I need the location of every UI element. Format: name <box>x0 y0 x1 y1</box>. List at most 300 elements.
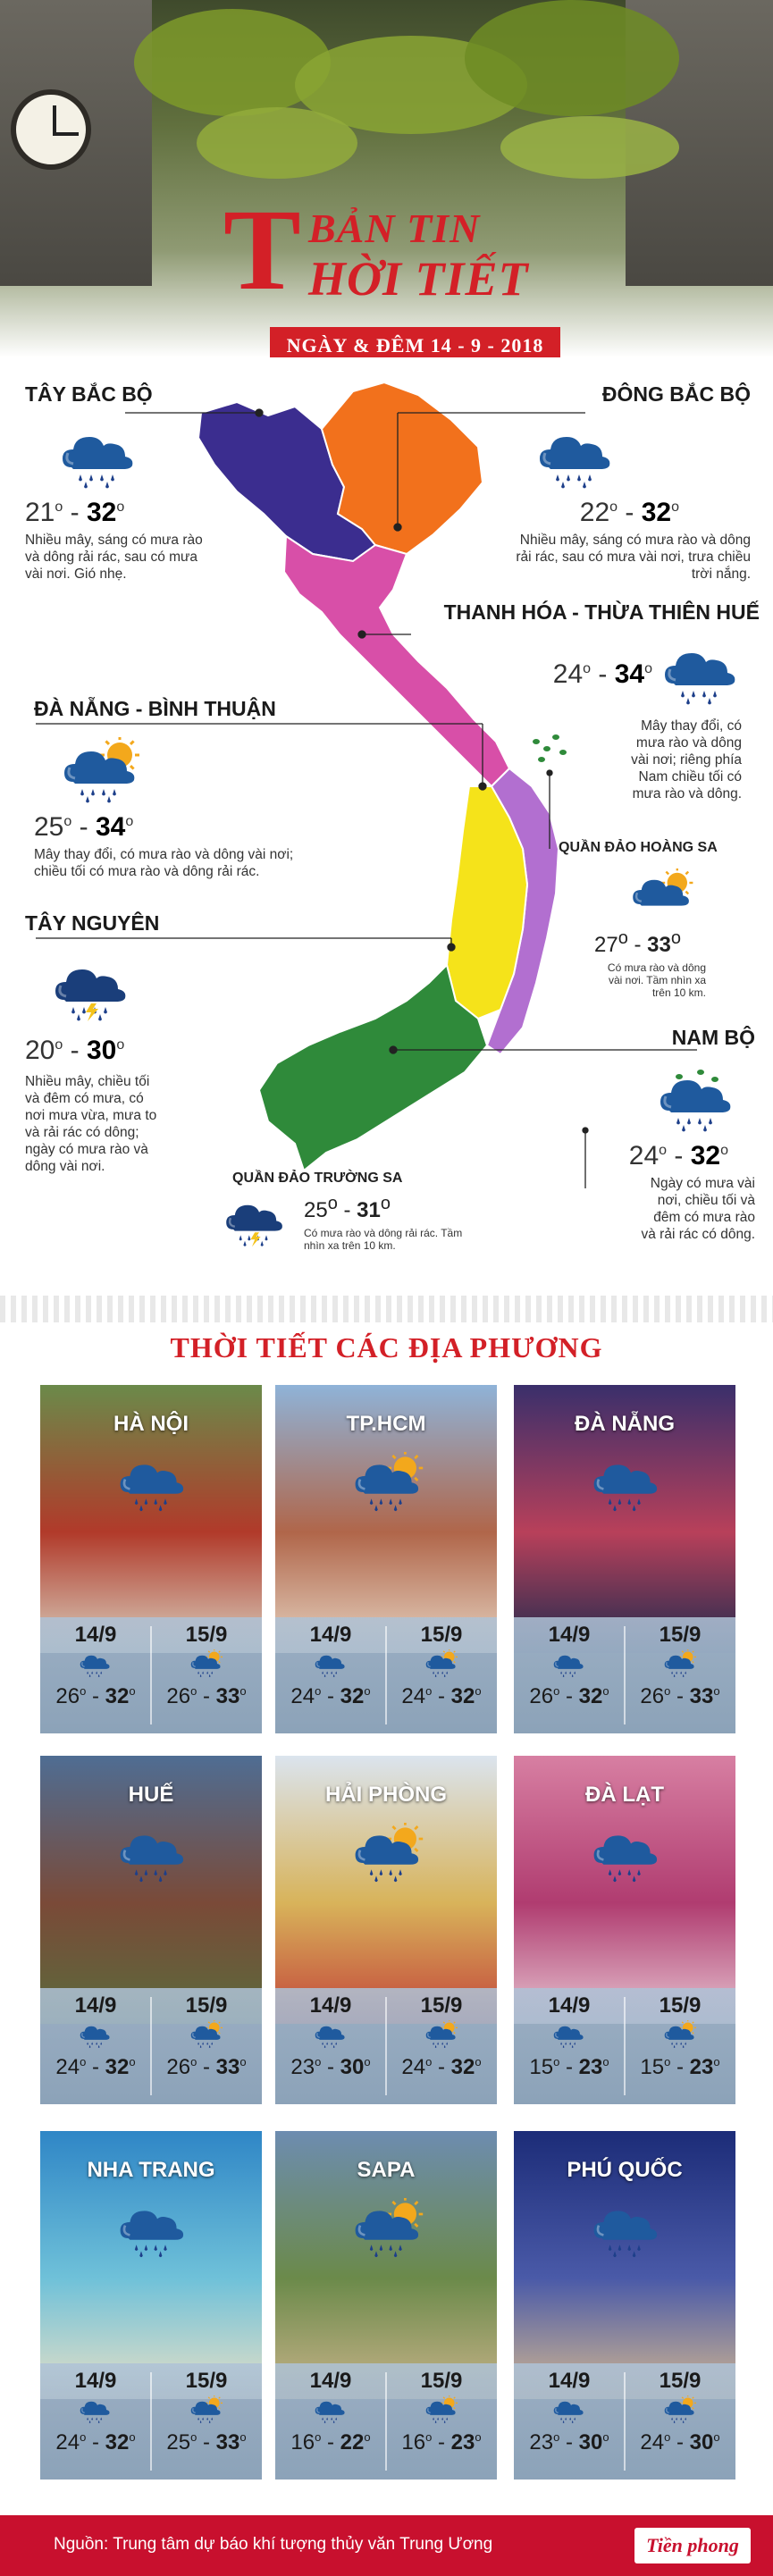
rain-drop <box>683 2045 685 2048</box>
rain-drop <box>239 1235 242 1240</box>
temp-low: 25 <box>34 812 64 842</box>
small-weather-icon <box>386 1649 497 1682</box>
temp-low: 24 <box>552 659 584 689</box>
day-temperature: 26$^o$ - 32$^o$ <box>55 1683 136 1708</box>
rain-drop <box>560 1671 562 1674</box>
desc-line: Mây thay đổi, có mưa rào và dông vài nơi; <box>34 847 294 862</box>
rain-drop <box>394 1505 398 1511</box>
small-weather-icon <box>40 2020 151 2053</box>
title-block <box>223 186 599 315</box>
sun-ray <box>392 2202 395 2204</box>
foliage <box>197 107 357 179</box>
rain-drop <box>77 1014 80 1021</box>
day-temperature: 24$^o$ - 32$^o$ <box>401 1683 482 1708</box>
rain-drop <box>333 1674 335 1677</box>
temp-high: 34 <box>614 659 645 689</box>
temp-high: 23 <box>450 2429 475 2454</box>
sun-ray <box>415 1849 417 1851</box>
rain-drop <box>588 474 592 482</box>
cloud-rain-icon <box>591 2198 663 2263</box>
region-temperature: 22$^o$ - 32$^o$ <box>579 498 679 527</box>
desc-line: Nhiều mây, chiều tối <box>25 1074 150 1089</box>
rain-drop <box>335 1671 337 1674</box>
rain-drop <box>211 2042 213 2044</box>
day-forecast <box>275 2369 386 2455</box>
rain-drop <box>87 1671 88 1674</box>
forecast-panel <box>275 1617 497 1733</box>
rain-drop <box>637 1869 641 1875</box>
rain-drop <box>435 2045 437 2048</box>
rain-drop <box>680 2042 682 2044</box>
day-temperature: 26$^o$ - 33$^o$ <box>640 1683 720 1708</box>
desc-line: Nhiều mây, sáng có mưa rào <box>25 533 203 548</box>
rain-drop <box>609 1498 612 1505</box>
small-weather-icon <box>151 2396 262 2429</box>
rain-drop <box>583 482 586 489</box>
temp-low: 24 <box>401 2054 426 2079</box>
rain-drop <box>159 1875 163 1882</box>
desc-line: Ngày có mưa vài <box>650 1176 755 1191</box>
sun-cloud-rain-icon <box>61 737 141 809</box>
rain-drop <box>556 474 559 482</box>
rain-drop <box>145 1498 148 1505</box>
day-date: 14/9 <box>548 1623 591 1647</box>
rain-drop <box>261 1241 264 1246</box>
city-card <box>40 1756 262 2104</box>
temp-high: 30 <box>578 2429 603 2454</box>
rain-drop <box>437 2417 439 2420</box>
rain-drop <box>206 1671 208 1674</box>
small-weather-icon <box>625 2396 735 2429</box>
rain-drop <box>682 1125 685 1132</box>
rain-drop <box>154 2245 157 2251</box>
rain-drop <box>145 1869 148 1875</box>
temp-high: 33 <box>215 2054 240 2079</box>
region-description <box>25 532 257 583</box>
sun-ray <box>682 1651 683 1652</box>
rain-drop <box>613 2251 617 2257</box>
rain-drop <box>671 2042 673 2044</box>
temp-low: 16 <box>290 2429 315 2454</box>
day-date: 15/9 <box>420 2369 463 2393</box>
rain-drop <box>637 2245 641 2251</box>
rain-drop <box>687 1118 691 1125</box>
day-temperature: 15$^o$ - 23$^o$ <box>529 2054 609 2079</box>
rain-drop <box>676 2042 677 2044</box>
day-forecast <box>625 2369 735 2455</box>
rain-drop <box>89 2421 91 2423</box>
temp-low: 24 <box>290 1683 315 1708</box>
rain-drop <box>680 1671 682 1674</box>
rain-drop <box>565 2042 567 2044</box>
city-card <box>514 1385 735 1733</box>
day-date: 14/9 <box>309 1623 352 1647</box>
rain-drop <box>569 2042 571 2044</box>
region-temperature: 25$^o$ - 34$^o$ <box>34 812 134 842</box>
title-line-2: HỜI TIẾT <box>308 252 529 306</box>
rain-drop <box>577 474 581 482</box>
rain-drop <box>674 2421 676 2423</box>
rain-drop <box>692 691 695 698</box>
rain-drop <box>563 1674 565 1677</box>
temp-high: 30 <box>340 2054 365 2079</box>
rain-drop <box>563 2421 565 2423</box>
temp-high: 32 <box>641 498 672 527</box>
region-name: TÂY BẮC BỘ <box>25 382 153 406</box>
rain-drop <box>435 2421 437 2423</box>
temp-low: 24 <box>628 1141 660 1171</box>
temp-low: 24 <box>55 2429 80 2454</box>
small-weather-icon <box>151 1649 262 1682</box>
temp-low: 26 <box>640 1683 665 1708</box>
temp-high: 22 <box>340 2429 365 2454</box>
rain-drop <box>437 1671 439 1674</box>
temp-high: 32 <box>86 498 117 527</box>
city-name: HẢI PHÒNG <box>324 1783 447 1807</box>
cloud-rain-icon <box>591 1452 663 1517</box>
sun-ray <box>219 2032 220 2033</box>
small-weather-icon <box>275 2020 386 2053</box>
temp-high: 33 <box>215 2429 240 2454</box>
rain-drop <box>200 1674 202 1677</box>
sun-ray <box>454 1651 455 1652</box>
day-date: 15/9 <box>185 2369 228 2393</box>
clock-icon <box>11 89 91 170</box>
rain-drop <box>102 789 105 796</box>
rain-drop <box>685 1671 686 1674</box>
cloud-rain-icon <box>536 423 617 494</box>
rain-drop <box>265 1235 267 1240</box>
temp-low: 26 <box>166 2054 191 2079</box>
rain-drop <box>135 1869 139 1875</box>
temp-low: 24 <box>55 2054 80 2079</box>
island-truong-sa <box>223 1171 652 1252</box>
rain-drop <box>572 1674 574 1677</box>
rain-drop <box>202 1671 204 1674</box>
rain-drop <box>703 1125 707 1132</box>
rain-drop <box>326 1671 328 1674</box>
rain-drop <box>444 1674 446 1677</box>
temp-high: 30 <box>689 2429 714 2454</box>
forecast-panel <box>40 1988 262 2104</box>
rain-drop <box>104 1007 107 1014</box>
rain-drop <box>574 2417 576 2420</box>
rain-drop <box>389 1869 392 1875</box>
rain-drop <box>84 482 88 489</box>
cloud-rain-icon <box>657 1066 737 1137</box>
cloud-rain-icon <box>661 639 742 710</box>
city-card <box>275 1756 497 2104</box>
small-weather-icon <box>151 2020 262 2053</box>
temp-high: 32 <box>340 1683 365 1708</box>
sun-ray <box>454 2022 455 2023</box>
sun-ray <box>443 1651 444 1652</box>
day-forecast <box>625 1623 735 1709</box>
day-date: 15/9 <box>420 1993 463 2018</box>
day-temperature: 26$^o$ - 33$^o$ <box>166 1683 247 1708</box>
rain-drop <box>370 1869 374 1875</box>
city-card <box>40 1385 262 1733</box>
city-name: PHÚ QUỐC <box>567 2158 683 2182</box>
day-temperature: 26$^o$ - 33$^o$ <box>166 2054 247 2079</box>
sun-ray <box>392 1456 395 1458</box>
temp-low: 15 <box>640 2054 665 2079</box>
day-forecast <box>275 1623 386 1709</box>
rain-drop <box>569 2417 571 2420</box>
rain-drop <box>374 1875 378 1882</box>
sun-ray <box>415 2202 417 2204</box>
temp-low: 20 <box>25 1036 55 1065</box>
sun-ray <box>208 2022 209 2023</box>
region-tay-bac-bo <box>25 382 257 583</box>
temp-low: 27 <box>594 933 618 957</box>
rain-drop <box>633 1505 636 1511</box>
rain-drop <box>446 2042 448 2044</box>
day-forecast <box>40 1623 151 1709</box>
rain-drop <box>563 2045 565 2048</box>
day-temperature: 23$^o$ - 30$^o$ <box>529 2429 609 2454</box>
forecast-panel <box>514 2363 735 2480</box>
rain-drop <box>139 1505 143 1511</box>
city-card <box>275 2131 497 2480</box>
rain-drop <box>572 2421 574 2423</box>
rain-drop <box>702 691 706 698</box>
rain-drop <box>91 2417 93 2420</box>
day-forecast <box>514 1993 625 2080</box>
island-name: QUẦN ĐẢO HOÀNG SA <box>559 840 718 855</box>
desc-line: và đêm có mưa, có <box>25 1091 144 1106</box>
cloud-rain-icon <box>117 1452 189 1517</box>
rain-drop <box>374 1505 378 1511</box>
rain-drop <box>91 1671 93 1674</box>
day-forecast <box>151 1993 262 2080</box>
cloud-rain-icon <box>591 1823 663 1888</box>
rain-drop <box>154 1498 157 1505</box>
day-date: 14/9 <box>309 1993 352 2018</box>
desc-line: Có mưa rào và dông rải rác. Tầm <box>304 1227 463 1239</box>
temp-high: 32 <box>450 2054 475 2079</box>
cloud-rain-icon <box>117 1823 189 1888</box>
day-temperature: 23$^o$ - 30$^o$ <box>290 2054 371 2079</box>
rain-drop <box>374 2251 378 2257</box>
sun-ray <box>682 2022 683 2023</box>
region-da-nang-binh-thuan <box>34 697 338 880</box>
map-region-nam-bo <box>259 965 487 1171</box>
rain-drop <box>209 2045 211 2048</box>
rain-drop <box>685 2417 686 2420</box>
region-temperature: 20$^o$ - 30$^o$ <box>25 1036 125 1065</box>
rain-drop <box>211 1671 213 1674</box>
rain-drop <box>683 1674 685 1677</box>
day-date: 14/9 <box>74 1623 117 1647</box>
rain-drop <box>437 2042 439 2044</box>
rain-drop <box>676 2417 677 2420</box>
rain-drop <box>709 1118 712 1125</box>
rain-drop <box>380 1498 383 1505</box>
rain-drop <box>324 2045 326 2048</box>
desc-line: mưa rào và dông. <box>632 786 742 801</box>
rain-drop <box>107 796 111 803</box>
rain-drop <box>713 691 717 698</box>
desc-line: trời nắng. <box>691 566 751 582</box>
rain-drop <box>209 1674 211 1677</box>
desc-line: dông vài nơi. <box>25 1159 105 1174</box>
rain-drop <box>197 2042 199 2044</box>
day-date: 15/9 <box>659 1623 702 1647</box>
desc-line: Nhiều mây, sáng có mưa rào và dông <box>519 533 751 548</box>
small-weather-icon <box>514 1649 625 1682</box>
small-weather-icon <box>40 2396 151 2429</box>
temp-high: 32 <box>105 2429 130 2454</box>
rain-drop <box>98 1014 102 1021</box>
regional-forecast-map <box>0 366 773 1260</box>
rain-drop <box>159 2251 163 2257</box>
region-dong-bac-bo <box>442 382 751 583</box>
sun-ray <box>454 2397 455 2398</box>
desc-line: ngày có mưa rào và <box>25 1142 148 1157</box>
rain-drop <box>335 2042 337 2044</box>
rain-drop <box>433 1671 434 1674</box>
temp-high: 33 <box>215 1683 240 1708</box>
city-name: TP.HCM <box>346 1412 426 1436</box>
forecast-panel <box>275 2363 497 2480</box>
sun-ray <box>415 1478 417 1481</box>
day-date: 15/9 <box>185 1993 228 2018</box>
small-weather-icon <box>625 1649 735 1682</box>
rain-drop <box>113 789 116 796</box>
sun-ray <box>454 2032 455 2033</box>
rain-drop <box>324 2421 326 2423</box>
desc-line: mưa rào và dông <box>635 735 742 751</box>
foliage <box>500 116 679 179</box>
rain-drop <box>618 2245 622 2251</box>
day-date: 15/9 <box>659 1993 702 2018</box>
rain-drop <box>211 2417 213 2420</box>
sun-ray <box>130 741 134 744</box>
rain-drop <box>71 1007 75 1014</box>
rain-drop <box>572 2045 574 2048</box>
sun-ray <box>454 1661 455 1662</box>
desc-line: Mây thay đổi, có <box>641 718 742 734</box>
small-weather-icon <box>275 1649 386 1682</box>
temp-high: 33 <box>647 933 671 957</box>
sun-ray <box>443 2397 444 2398</box>
small-weather-icon <box>625 2020 735 2053</box>
rain-drop <box>574 2042 576 2044</box>
small-weather-icon <box>514 2020 625 2053</box>
temp-low: 26 <box>55 1683 80 1708</box>
rain-drop <box>574 1671 576 1674</box>
desc-line: và rải rác có dông. <box>641 1227 755 1242</box>
cloud-rain-icon <box>59 423 139 494</box>
sun-ray <box>443 2022 444 2023</box>
sun-ray <box>219 2397 220 2398</box>
storm-cloud-icon <box>223 1194 288 1252</box>
rain-drop <box>674 2045 676 2048</box>
temp-low: 23 <box>529 2429 554 2454</box>
region-temperature: 24$^o$ - 34$^o$ <box>552 659 652 689</box>
rain-drop <box>609 2245 612 2251</box>
rain-drop <box>565 2417 567 2420</box>
day-forecast <box>151 1623 262 1709</box>
foliage <box>465 0 679 116</box>
region-temperature: 24$^o$ - 32$^o$ <box>628 1141 728 1171</box>
day-date: 14/9 <box>74 1993 117 2018</box>
island-hoang-sa <box>559 840 746 999</box>
cloud-rain-icon <box>352 2198 424 2263</box>
rain-drop <box>685 2042 686 2044</box>
rain-drop <box>441 2042 443 2044</box>
section-divider <box>0 1296 773 1322</box>
temp-low: 25 <box>304 1198 328 1222</box>
rain-drop <box>331 2417 332 2420</box>
island-description <box>304 1227 462 1252</box>
day-forecast <box>40 1993 151 2080</box>
rain-drop <box>394 1875 398 1882</box>
desc-line: nơi mưa vừa, mưa to <box>25 1108 157 1123</box>
city-name: SAPA <box>357 2158 416 2182</box>
desc-line: vài nơi; riêng phía <box>631 752 742 768</box>
small-weather-icon <box>514 2396 625 2429</box>
desc-line: rải rác, sau có mưa vài nơi, trưa chiều <box>516 550 751 565</box>
rain-drop <box>444 2045 446 2048</box>
temp-high: 32 <box>690 1141 721 1171</box>
region-name: TÂY NGUYÊN <box>25 911 160 935</box>
temp-low: 23 <box>290 2054 315 2079</box>
city-name: HUẾ <box>128 1783 174 1807</box>
temp-high: 32 <box>578 1683 603 1708</box>
cloud-rain-icon <box>352 1823 424 1888</box>
region-name: THANH HÓA - THỪA THIÊN HUẾ <box>443 600 760 624</box>
title-letter: T <box>223 186 301 315</box>
rain-drop <box>80 789 84 796</box>
rain-drop <box>89 2045 91 2048</box>
day-date: 15/9 <box>659 2369 702 2393</box>
rain-drop <box>139 1875 143 1882</box>
region-name: ĐÀ NẴNG - BÌNH THUẬN <box>34 697 276 720</box>
day-temperature: 24$^o$ - 30$^o$ <box>640 2429 720 2454</box>
sun-ray <box>219 1651 220 1652</box>
sun-ray <box>682 2397 683 2398</box>
rain-drop <box>96 2417 97 2420</box>
rain-drop <box>399 1869 402 1875</box>
rain-drop <box>399 1498 402 1505</box>
rain-drop <box>333 2045 335 2048</box>
temp-high: 30 <box>86 1036 117 1065</box>
tien-phong-logo: Tiền phong <box>634 2528 751 2563</box>
rain-drop <box>389 2245 392 2251</box>
day-forecast <box>386 1993 497 2080</box>
temp-low: 15 <box>529 2054 554 2079</box>
rain-drop <box>565 1671 567 1674</box>
rain-drop <box>681 691 685 698</box>
rain-drop <box>98 1674 100 1677</box>
day-temperature: 24$^o$ - 32$^o$ <box>290 1683 371 1708</box>
city-name: NHA TRANG <box>87 2158 215 2182</box>
rain-drop <box>322 2042 323 2044</box>
rain-drop <box>676 1671 677 1674</box>
sun-ray <box>130 766 134 769</box>
temp-low: 26 <box>166 1683 191 1708</box>
rain-drop <box>333 2421 335 2423</box>
storm-cloud-icon <box>52 955 132 1027</box>
forecast-panel <box>514 1988 735 2104</box>
rain-drop <box>561 482 565 489</box>
rain-drop <box>326 2417 328 2420</box>
temp-low: 16 <box>401 2429 426 2454</box>
day-temperature: 16$^o$ - 23$^o$ <box>401 2429 482 2454</box>
rain-drop <box>683 2421 685 2423</box>
